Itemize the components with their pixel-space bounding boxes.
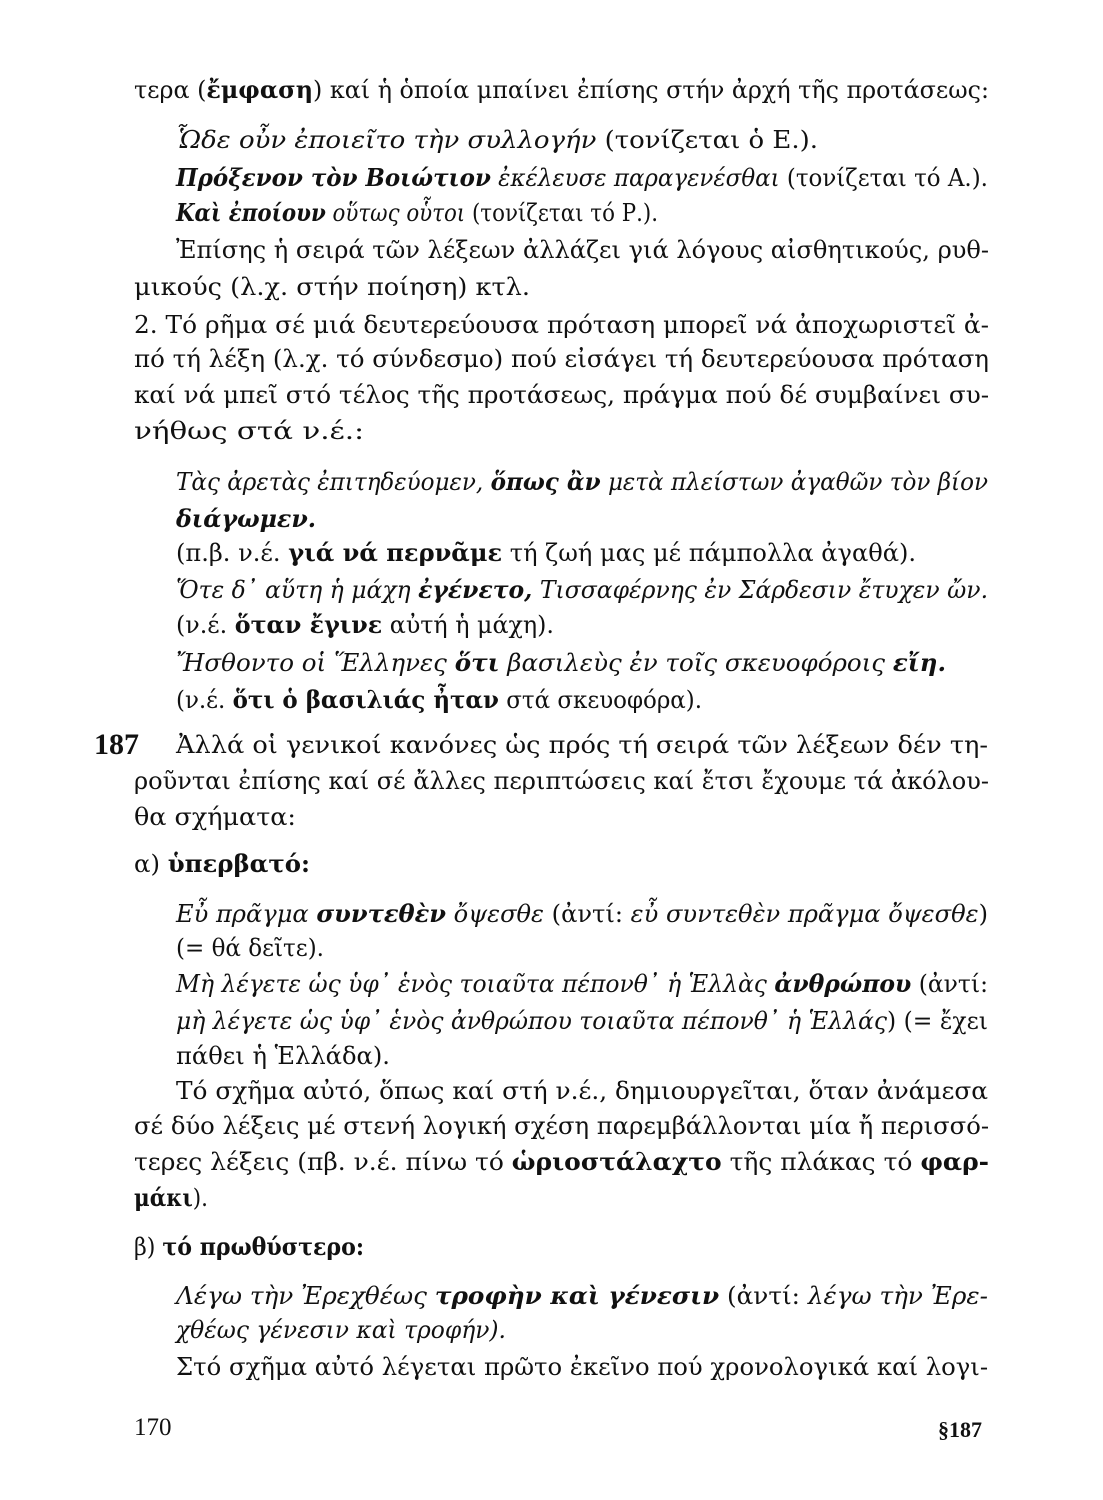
text-run: Καὶ ἐποίουν	[176, 198, 326, 227]
text-run: τροφὴν καὶ γένεσιν	[434, 1281, 720, 1310]
text-line	[176, 125, 819, 154]
text-line	[134, 1232, 364, 1261]
text-line	[134, 1183, 208, 1212]
text-line	[176, 198, 659, 227]
text-line	[176, 1281, 988, 1310]
text-run: μικούς (λ.χ. στήν ποίηση) κτλ.	[134, 272, 531, 301]
text-run: β)	[134, 1232, 163, 1261]
text-run: ὄψεσθε	[446, 899, 545, 928]
text-run: θα σχήματα:	[134, 802, 296, 831]
text-run: (ἀντί:	[719, 1281, 808, 1310]
text-line	[176, 467, 988, 496]
text-run: )	[978, 899, 988, 928]
text-run: ὅπως ἂν	[490, 467, 601, 496]
text-run: Λέγω τὴν Ἐρεχθέως	[176, 1281, 435, 1310]
text-run: (ἀντί:	[911, 969, 988, 998]
text-run: χθέως γένεσιν καὶ τροφήν).	[176, 1315, 506, 1344]
text-line	[176, 235, 990, 264]
text-run: μάκι	[134, 1183, 193, 1212]
text-line	[134, 75, 990, 104]
text-run: Ἤσθοντο οἱ Ἕλληνες	[176, 648, 455, 677]
text-run: τό πρωθύστερο:	[162, 1232, 364, 1261]
text-run: Στό σχῆμα αὐτό λέγεται πρῶτο ἐκεῖνο πού χρονολογικά καί λογι-	[176, 1352, 989, 1381]
text-line	[134, 802, 296, 831]
text-line	[176, 610, 554, 639]
text-line	[134, 310, 989, 339]
text-run: μετὰ πλείστων ἀγαθῶν τὸν βίον	[600, 467, 988, 496]
text-run: σέ δύο λέξεις μέ στενή λογική σχέση παρεμβάλλονται μία ἤ περισσό-	[134, 1111, 990, 1140]
text-run: τερα (	[134, 75, 207, 104]
text-run: πάθει ἡ Ἑλλάδα).	[176, 1041, 390, 1070]
text-run: (ν.έ.	[176, 610, 235, 639]
text-line	[176, 575, 989, 604]
text-run: Τό σχῆμα αὐτό, ὅπως καί στή ν.έ., δημιουργεῖται, ὅταν ἀνάμεσα	[176, 1076, 989, 1105]
text-run: Ἐπίσης ἡ σειρά τῶν λέξεων ἀλλάζει γιά λόγους αἰσθητικούς, ρυθ-	[176, 235, 990, 264]
text-run: (τονίζεται τό Ρ.).	[465, 198, 659, 227]
text-run: ὅταν ἔγινε	[234, 610, 383, 639]
text-run: ) καί ἡ ὁποία μπαίνει ἐπίσης στήν ἀρχή τῆς προτάσεως:	[313, 75, 990, 104]
text-line	[176, 933, 324, 962]
text-run: (τονίζεται ὁ Ε.).	[596, 125, 819, 154]
text-line	[134, 766, 990, 795]
text-line	[176, 1352, 989, 1381]
text-run: ἔμφαση	[206, 75, 314, 104]
text-run: αὐτή ἡ μάχη).	[382, 610, 554, 639]
text-run: ).	[192, 1183, 208, 1212]
text-run: (τονίζεται τό Α.).	[779, 163, 988, 192]
text-run: τερες λέξεις (πβ. ν.έ. πίνω τό	[134, 1147, 512, 1176]
text-line	[176, 648, 947, 677]
text-run: νήθως στά ν.έ.:	[134, 416, 365, 445]
text-run: βασιλεὺς ἐν τοῖς σκευοφόροις	[499, 648, 893, 677]
text-line	[176, 163, 988, 192]
text-line	[134, 416, 365, 445]
text-run: οὕτως οὗτοι	[325, 198, 466, 227]
text-line	[134, 1111, 990, 1140]
text-line	[176, 1076, 989, 1105]
text-run: εἴη.	[892, 648, 947, 677]
text-run: ὑπερβατό:	[167, 849, 311, 878]
text-run: (ν.έ.	[176, 685, 233, 714]
text-run: μὴ λέγετε ὡς ὑφ᾽ ἑνὸς ἀνθρώπου τοιαῦτα πέπονθ᾽ ἡ Ἑλλάς	[176, 1006, 887, 1035]
text-run: λέγω τὴν Ἐρε-	[807, 1281, 988, 1310]
text-run: γιά νά περνᾶμε	[288, 538, 503, 567]
text-line	[176, 969, 988, 998]
text-run: Ἀλλά οἱ γενικοί κανόνες ὡς πρός τή σειρά τῶν λέξεων δέν τη-	[176, 730, 989, 759]
text-run: ὡριοστάλαχτο	[511, 1147, 722, 1176]
text-run: τή ζωή μας μέ πάμπολλα ἀγαθά).	[502, 538, 917, 567]
text-run: Τισσαφέρνης ἐν Σάρδεσιν ἔτυχεν ὤν.	[532, 575, 989, 604]
text-run: πό τή λέξη (λ.χ. τό σύνδεσμο) πού εἰσάγει τή δευτερεύουσα πρόταση	[134, 344, 989, 373]
text-line	[134, 380, 990, 409]
text-run: εὖ συντεθὲν πρᾶγμα ὄψεσθε	[630, 899, 979, 928]
page-number: 170	[134, 1414, 172, 1441]
text-line	[176, 538, 917, 567]
text-run: καί νά μπεῖ στό τέλος τῆς προτάσεως, πράγμα πού δέ συμβαίνει συ-	[134, 380, 990, 409]
text-line	[134, 272, 531, 301]
text-run: (= θά δεῖτε).	[176, 933, 324, 962]
text-run: ροῦνται ἐπίσης καί σέ ἄλλες περιπτώσεις καί ἔτσι ἔχουμε τά ἀκόλου-	[134, 766, 990, 795]
text-line	[176, 504, 316, 533]
text-line	[176, 685, 703, 714]
text-run: φαρ-	[920, 1147, 989, 1176]
text-run: Ὅτε δ᾽ αὕτη ἡ μάχη	[176, 575, 419, 604]
text-run: Πρόξενον τὸν Βοιώτιον	[176, 163, 491, 192]
text-run: ὅτι	[454, 648, 500, 677]
text-run: Τὰς ἀρετὰς ἐπιτηδεύομεν,	[176, 467, 491, 496]
text-run: ἐγένετο,	[418, 575, 533, 604]
section-reference: §187	[938, 1417, 982, 1442]
text-line	[134, 849, 311, 878]
text-run: ὅτι ὁ βασιλιάς ἦταν	[232, 685, 499, 714]
text-run: ἐκέλευσε παραγενέσθαι	[490, 163, 780, 192]
text-run: στά σκευοφόρα).	[498, 685, 703, 714]
text-run: α)	[134, 849, 168, 878]
text-run: (ἀντί:	[544, 899, 631, 928]
text-run: διάγωμεν.	[176, 504, 316, 533]
text-line	[176, 899, 988, 928]
text-run: ἀνθρώπου	[774, 969, 912, 998]
text-run: τῆς πλάκας τό	[721, 1147, 921, 1176]
text-line	[176, 1041, 390, 1070]
text-line	[176, 730, 989, 759]
text-line	[176, 1006, 988, 1035]
text-run: 2. Τό ρῆμα σέ μιά δευτερεύουσα πρόταση μπορεῖ νά ἀποχωριστεῖ ἀ-	[134, 310, 989, 339]
section-number: 187	[94, 728, 139, 761]
text-run: Μὴ λέγετε ὡς ὑφ᾽ ἑνὸς τοιαῦτα πέπονθ᾽ ἡ Ἑλλὰς	[176, 969, 775, 998]
text-run: Εὖ πρᾶγμα	[176, 899, 317, 928]
text-run: συντεθὲν	[316, 899, 447, 928]
text-run: Ὧδε οὖν ἐποιεῖτο τὴν συλλογήν	[176, 125, 597, 154]
text-line	[134, 1147, 989, 1176]
text-line	[134, 344, 989, 373]
text-run: (π.β. ν.έ.	[176, 538, 289, 567]
text-run: ) (= ἔχει	[886, 1006, 988, 1035]
text-line	[176, 1315, 506, 1344]
